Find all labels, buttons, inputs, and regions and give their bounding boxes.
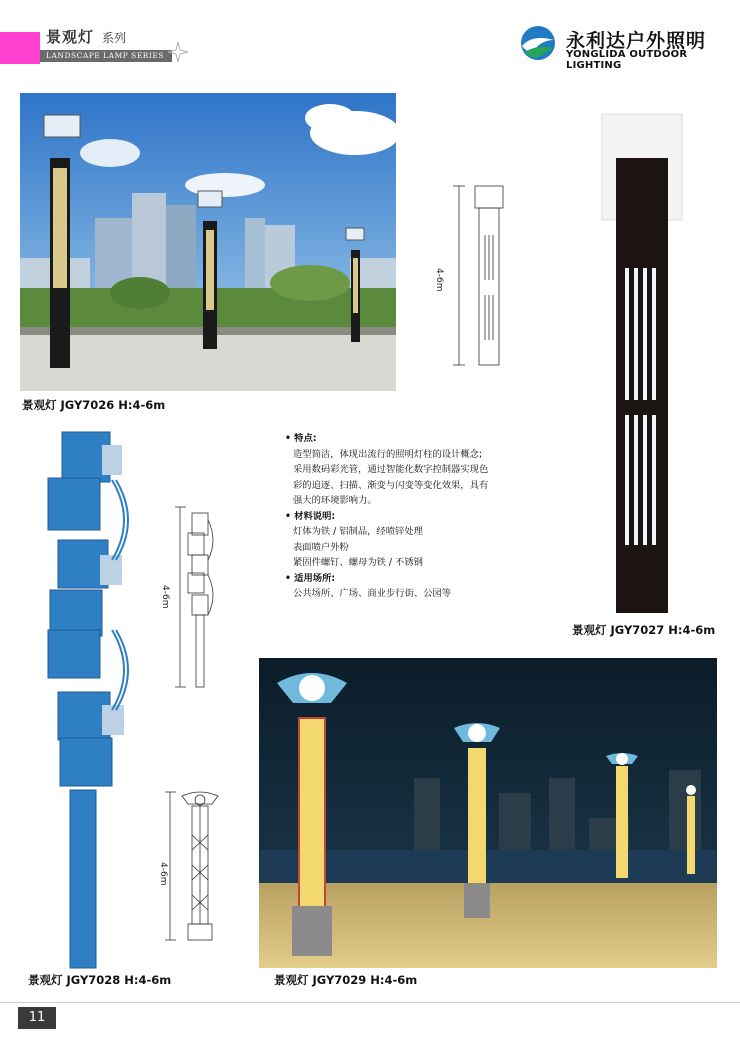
yonglida-wave-logo-icon [516, 24, 560, 62]
dimension-drawing-jgy7028 [170, 505, 230, 690]
spec-heading-features: • 特点: [285, 433, 317, 444]
product-photo-jgy7027 [598, 110, 688, 615]
spec-line: 紧固件螺钉、螺母为铁 / 不锈钢 [293, 557, 423, 568]
spec-heading-usage: • 适用场所: [285, 572, 336, 584]
sparkle-icon [166, 40, 190, 64]
product-photo-jgy7029 [259, 658, 717, 968]
spec-line: 公共场所、广场、商业步行街、公园等 [293, 588, 452, 599]
height-label-jgy7028: 4-6m [160, 585, 170, 609]
series-title: 景观灯 [46, 28, 95, 46]
footer-divider [0, 1002, 740, 1003]
header-accent-tab [0, 32, 40, 64]
product-photo-jgy7026 [20, 93, 396, 391]
series-english: LANDSCAPE LAMP SERIES [46, 51, 165, 60]
caption-jgy7028: 景观灯 JGY7028 H:4-6m [28, 973, 172, 987]
product-photo-jgy7028 [40, 430, 140, 970]
spec-line: 造型简洁，体现出流行的照明灯柱的设计概念; [293, 448, 483, 460]
dimension-drawing-jgy7029 [160, 790, 230, 945]
spec-line: 强大的环境影响力。 [293, 495, 377, 506]
page-number: 11 [18, 1007, 56, 1029]
dimension-drawing-jgy7026 [445, 180, 515, 370]
height-label-jgy7026: 4-6m [434, 268, 444, 292]
spec-line: 采用数码彩光管，通过智能化数字控制器实现色 [293, 464, 489, 475]
series-suffix: 系列 [102, 31, 127, 45]
brand-name-cn: 永利达户外照明 [566, 30, 707, 52]
spec-heading-materials: • 材料说明: [285, 510, 336, 522]
caption-jgy7026: 景观灯 JGY7026 H:4-6m [22, 398, 166, 412]
spec-line: 灯体为铁 / 铝制品，经喷锌处理 [293, 526, 423, 537]
spec-line: 表面喷户外粉 [293, 541, 349, 553]
spec-block [285, 431, 515, 602]
caption-jgy7029: 景观灯 JGY7029 H:4-6m [274, 973, 418, 987]
brand-name-en: YONGLIDA OUTDOOR LIGHTING [566, 49, 688, 71]
caption-jgy7027: 景观灯 JGY7027 H:4-6m [572, 623, 716, 637]
height-label-jgy7029: 4-6m [158, 862, 168, 886]
spec-line: 彩的追逐、扫描、渐变与闪变等变化效果，具有 [293, 479, 489, 491]
